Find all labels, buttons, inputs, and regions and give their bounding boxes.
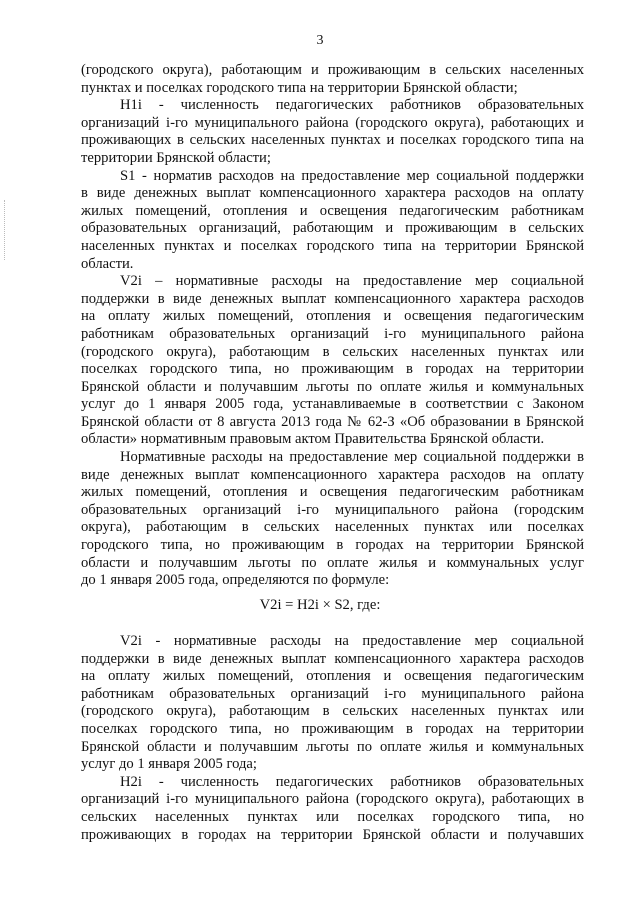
text-line: городского типа, но проживающим в городах на территории Брянской xyxy=(81,537,584,554)
body-text-lower xyxy=(81,633,584,844)
text-line: виде денежных выплат компенсационного характера расходов на оплату xyxy=(81,466,584,483)
text-line: поселках городского типа, но проживающим в городах на территории xyxy=(81,361,584,378)
page-number: 3 xyxy=(316,33,324,48)
text-line: услуг до 1 января 2005 года, устанавливаемые в соответствии с Законом xyxy=(81,396,584,413)
text-line: Брянской области от 8 августа 2013 года № 62-З «Об образовании в Брянской xyxy=(81,413,584,430)
text-line: Нормативные расходы на предоставление мер социальной поддержки в xyxy=(120,449,584,466)
text-line: Брянской области и получавшим льготы по оплате жилья и коммунальных xyxy=(81,378,584,395)
text-line: поддержки в виде денежных выплат компенсационного характера расходов xyxy=(81,290,584,307)
text-line: H2i - численность педагогических работников образовательных xyxy=(120,773,584,790)
text-line: организаций i-го муниципального района (городского округа), работающих и xyxy=(81,114,584,131)
text-line: в виде денежных выплат компенсационного характера расходов на оплату xyxy=(81,185,584,202)
text-line: организаций i-го муниципального района (городского округа), работающих в xyxy=(81,791,584,808)
text-line: населенных пунктах и поселках городского типа на территории Брянской xyxy=(81,237,584,254)
body-text-upper xyxy=(81,62,584,590)
text-line: S1 - норматив расходов на предоставление мер социальной поддержки xyxy=(120,167,584,184)
text-line: пунктах и поселках городского типа на территории Брянской области; xyxy=(81,79,518,96)
text-line: услуг до 1 января 2005 года; xyxy=(81,756,257,773)
text-line: (городского округа), работающим и проживающим в сельских населенных xyxy=(81,62,584,78)
text-line: (городского округа), работающим в сельских населенных пунктах или xyxy=(81,343,584,360)
text-line: работникам образовательных организаций i-го муниципального района xyxy=(81,685,584,702)
text-line: V2i - нормативные расходы на предоставление мер социальной xyxy=(120,633,584,649)
text-line: на оплату жилых помещений, отопления и освещения педагогическим xyxy=(81,308,584,325)
text-line: жилых помещений, отопления и освещения педагогическим работникам xyxy=(81,202,584,219)
text-line: до 1 января 2005 года, определяются по формуле: xyxy=(81,572,390,589)
text-line: сельских населенных пунктах или поселках городского типа, но xyxy=(81,808,584,825)
text-line: на оплату жилых помещений, отопления и освещения педагогическим xyxy=(81,668,584,685)
text-line: образовательных организаций, работающим и проживающим в сельских xyxy=(81,220,584,237)
text-line: образовательных организаций i-го муниципального района (городским xyxy=(81,501,584,518)
text-line: области и получавшим льготы по оплате жилья и коммунальных услуг xyxy=(81,554,584,571)
text-line: жилых помещений, отопления и освещения педагогическим работникам xyxy=(81,484,584,501)
text-line: работникам образовательных организаций i-го муниципального района xyxy=(81,325,584,342)
margin-mark xyxy=(4,200,8,260)
text-line: (городского округа), работающим в сельских населенных пунктах или xyxy=(81,703,584,720)
text-line: V2i – нормативные расходы на предоставление мер социальной xyxy=(120,273,584,290)
text-line: области» нормативным правовым актом Правительства Брянской области. xyxy=(81,431,545,448)
text-line: проживающих в сельских населенных пунктах и поселках городского типа на xyxy=(81,132,584,149)
text-line: округа), работающим в сельских населенных пунктах или поселках xyxy=(81,519,584,536)
text-line: территории Брянской области; xyxy=(81,149,271,166)
text-line: поселках городского типа, но проживающим в городах на территории xyxy=(81,720,584,737)
text-line: поддержки в виде денежных выплат компенсационного характера расходов xyxy=(81,650,584,667)
text-line: области. xyxy=(81,255,134,272)
text-line: проживающих в городах на территории Брянской области и получавших xyxy=(81,826,584,843)
text-line: Брянской области и получавшим льготы по оплате жилья и коммунальных xyxy=(81,738,584,755)
text-line: H1i - численность педагогических работников образовательных xyxy=(120,97,584,114)
formula: V2i = H2i × S2, где: xyxy=(259,597,381,613)
